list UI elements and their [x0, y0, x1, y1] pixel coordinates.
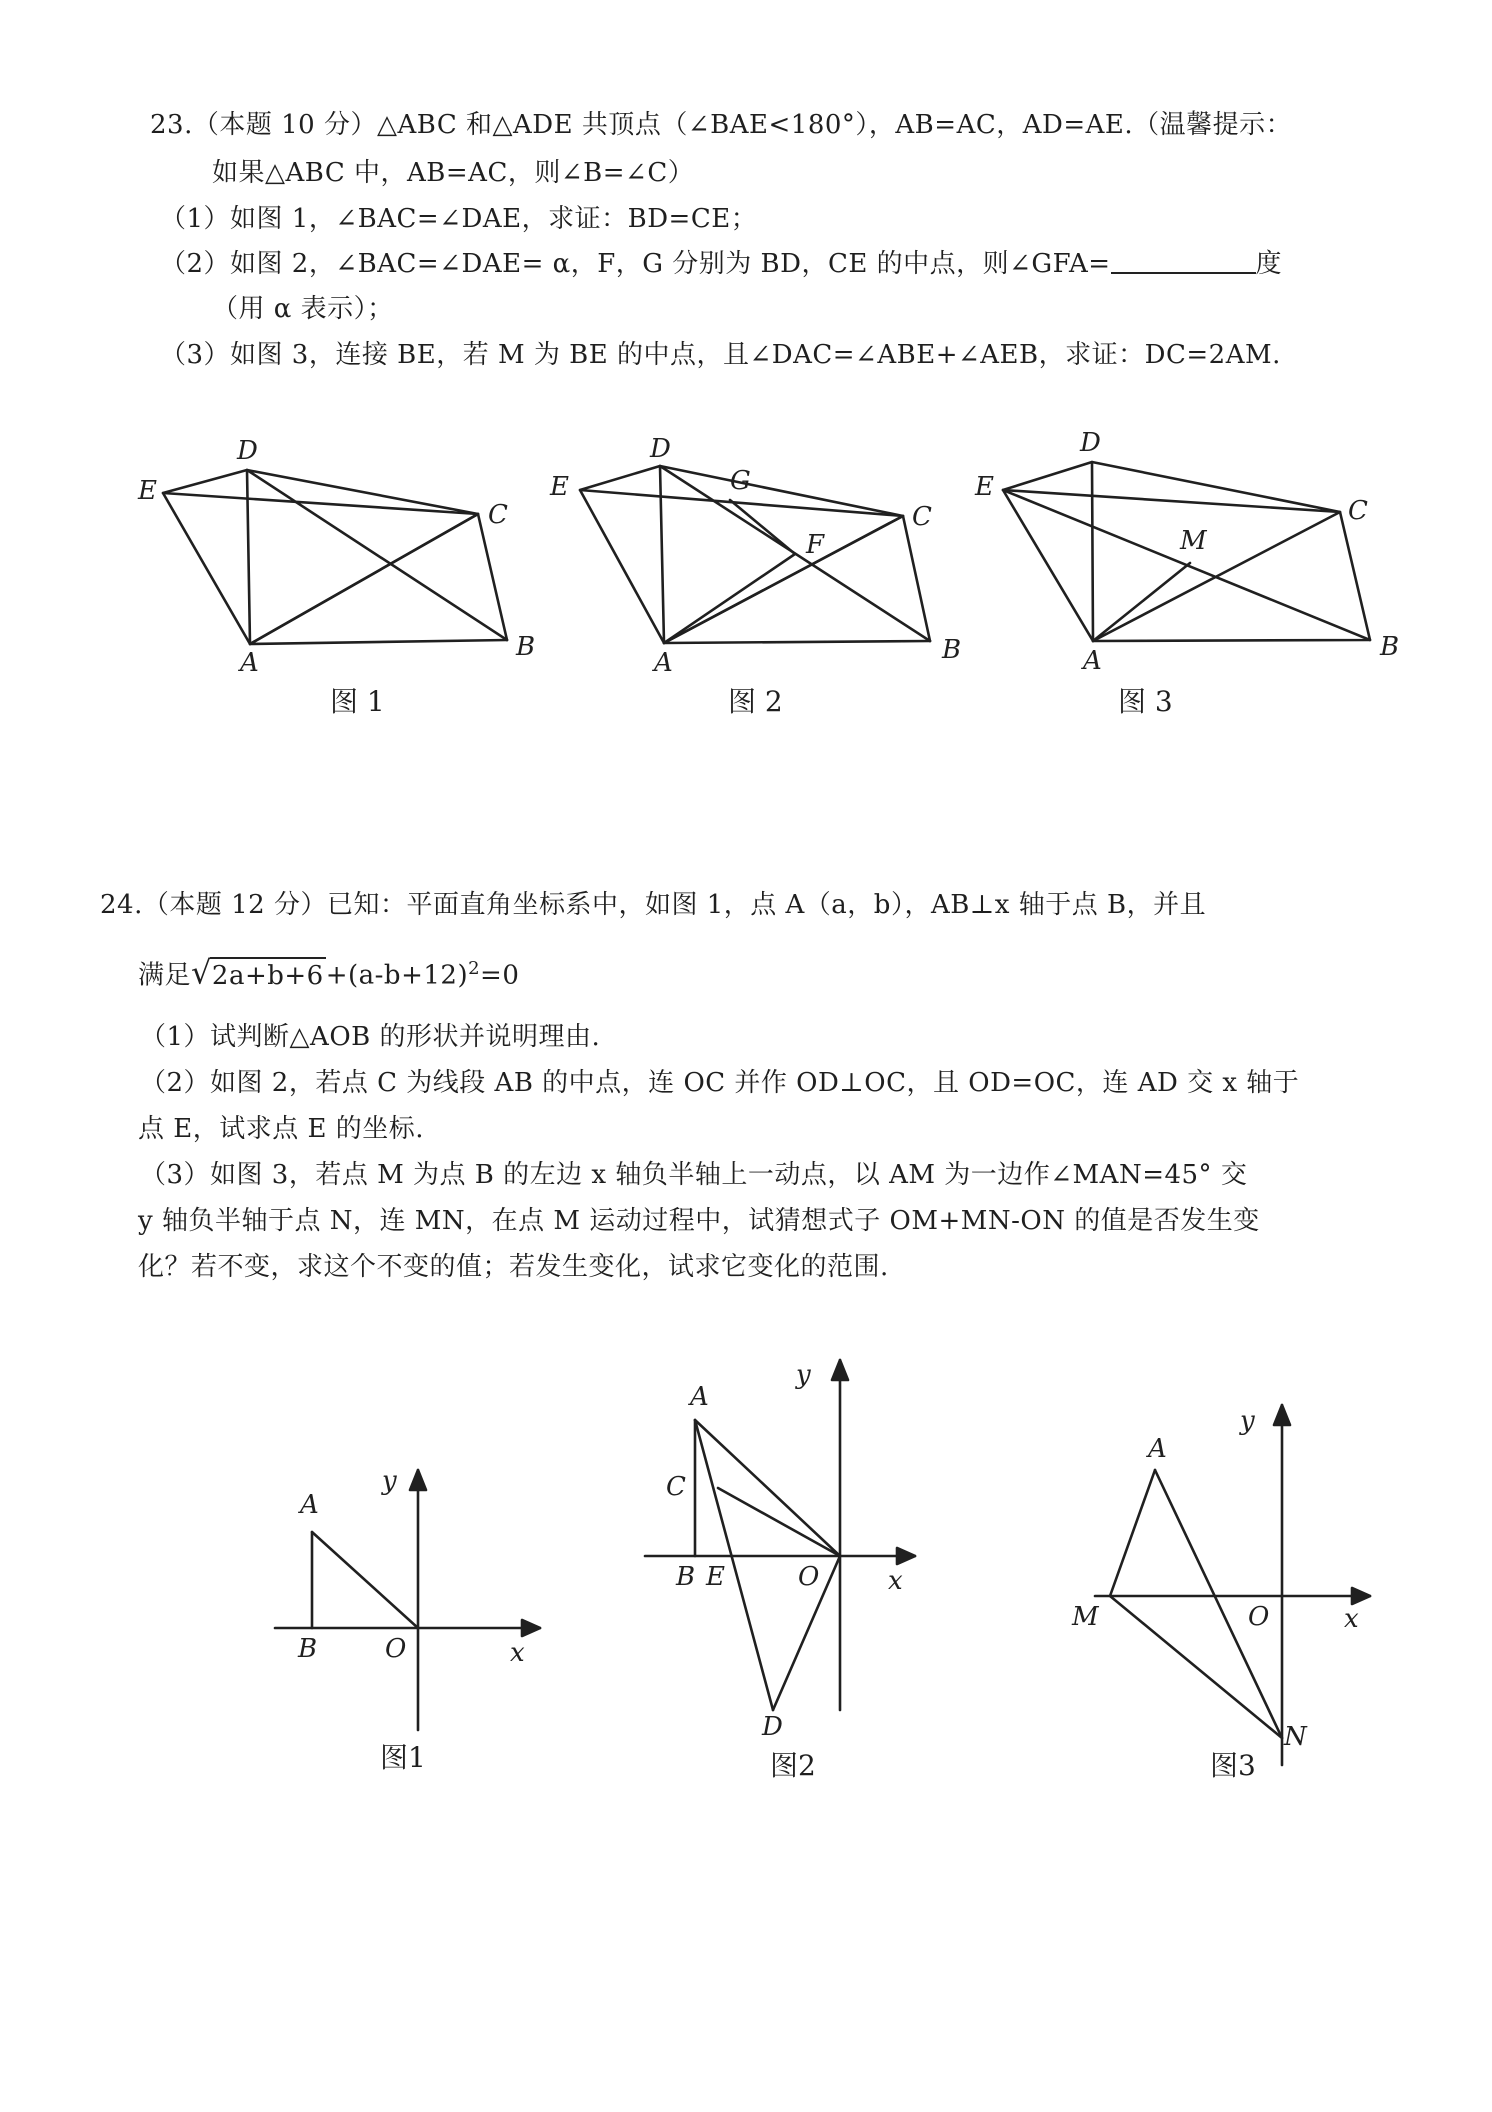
q24-fig1-label-B: B	[298, 1634, 318, 1664]
q23-part2-cont: （用 α 表示）；	[212, 294, 394, 324]
q24-header: 24.（本题 12 分）已知：平面直角坐标系中，如图 1，点 A（a，b），AB⊥x 轴于点 B，并且	[100, 890, 1207, 920]
q23-hint: 如果△ABC 中，AB=AC，则∠B=∠C）	[212, 158, 695, 188]
q24-fig3-label-M: M	[1072, 1602, 1099, 1632]
q24-caption-2: 图2	[770, 1749, 816, 1782]
fig3-label-C: C	[1348, 496, 1368, 526]
q24-part1: （1）试判断△AOB 的形状并说明理由.	[140, 1022, 601, 1052]
sqrt-sign: √	[191, 953, 212, 992]
q24-fig2-label-O: O	[798, 1562, 820, 1592]
q24-cond-prefix: 满足	[138, 960, 192, 991]
q24-fig1-label-A: A	[300, 1490, 319, 1520]
q24-fig3-label-N: N	[1284, 1722, 1307, 1752]
q24-fig2-label-A: A	[690, 1382, 709, 1412]
q24-fig1-label-x: x	[510, 1638, 525, 1668]
q24-cond-exp: 2	[468, 958, 481, 979]
q23-caption-1: 图 1	[330, 685, 385, 718]
fig1-label-B: B	[516, 632, 536, 662]
q24-fig3-label-x: x	[1344, 1604, 1359, 1634]
fig3-label-A: A	[1083, 646, 1102, 676]
q24-fig2-label-E: E	[706, 1562, 725, 1592]
q24-cond-end: =0	[480, 960, 520, 991]
q24-fig2-label-y: y	[796, 1360, 811, 1390]
q24-fig2-label-x: x	[888, 1566, 903, 1596]
q24-part2: （2）如图 2，若点 C 为线段 AB 的中点，连 OC 并作 OD⊥OC，且 OD=OC，连 AD 交 x 轴于	[140, 1068, 1300, 1098]
q24-part2-cont: 点 E，试求点 E 的坐标.	[138, 1114, 425, 1144]
q24-part3: （3）如图 3，若点 M 为点 B 的左边 x 轴负半轴上一动点，以 AM 为一边作∠MAN=45° 交	[140, 1160, 1248, 1190]
fig1-label-E: E	[138, 476, 157, 506]
q23-caption-2: 图 2	[728, 685, 783, 718]
q24-fig2-label-B: B	[676, 1562, 696, 1592]
fig2-label-D: D	[650, 434, 671, 464]
fig2-label-G: G	[730, 466, 751, 496]
q23-part1: （1）如图 1，∠BAC=∠DAE，求证：BD=CE；	[160, 204, 758, 234]
q23-part2-unit: 度	[1255, 249, 1283, 279]
q24-fig2-label-C: C	[666, 1472, 686, 1502]
q24-fig3-label-O: O	[1248, 1602, 1270, 1632]
fig3-label-E: E	[975, 472, 994, 502]
fig2-label-F: F	[806, 530, 825, 560]
fig1-label-A: A	[240, 648, 259, 678]
q23-caption-3: 图 3	[1118, 685, 1173, 718]
q24-fig2-label-D: D	[762, 1712, 783, 1742]
q24-cond-rest: +(a-b+12)	[325, 960, 469, 991]
q23-part2-text: （2）如图 2，∠BAC=∠DAE= α，F，G 分别为 BD，CE 的中点，则∠GFA=	[160, 249, 1111, 279]
q24-cond-radicand: 2a+b+6	[210, 957, 326, 993]
q24-caption-1: 图1	[380, 1741, 426, 1774]
q24-fig3-label-A: A	[1148, 1434, 1167, 1464]
fig3-label-B: B	[1380, 632, 1400, 662]
q23-part3: （3）如图 3，连接 BE，若 M 为 BE 的中点，且∠DAC=∠ABE+∠AEB，求证：DC=2AM.	[160, 340, 1281, 370]
fig2-label-A: A	[654, 648, 673, 678]
fig1-label-C: C	[488, 500, 508, 530]
q24-part3-cont2: 化？若不变，求这个不变的值；若发生变化，试求它变化的范围.	[138, 1252, 889, 1282]
q23-header: 23.（本题 10 分）△ABC 和△ADE 共顶点（∠BAE<180°），AB=AC，AD=AE.（温馨提示：	[150, 110, 1293, 140]
fig2-label-C: C	[912, 502, 932, 532]
q24-part3-cont: y 轴负半轴于点 N，连 MN，在点 M 运动过程中，试猜想式子 OM+MN-ON 的值是否发生变	[138, 1206, 1260, 1236]
q24-caption-3: 图3	[1210, 1749, 1256, 1782]
fig3-label-M: M	[1180, 526, 1207, 556]
q24-fig1-label-O: O	[385, 1634, 407, 1664]
fig2-label-B: B	[942, 635, 962, 665]
q24-fig1-label-y: y	[382, 1466, 397, 1496]
q24-fig3-label-y: y	[1240, 1406, 1255, 1436]
fig3-label-D: D	[1080, 428, 1101, 458]
fig2-label-E: E	[550, 472, 569, 502]
fig1-label-D: D	[237, 436, 258, 466]
